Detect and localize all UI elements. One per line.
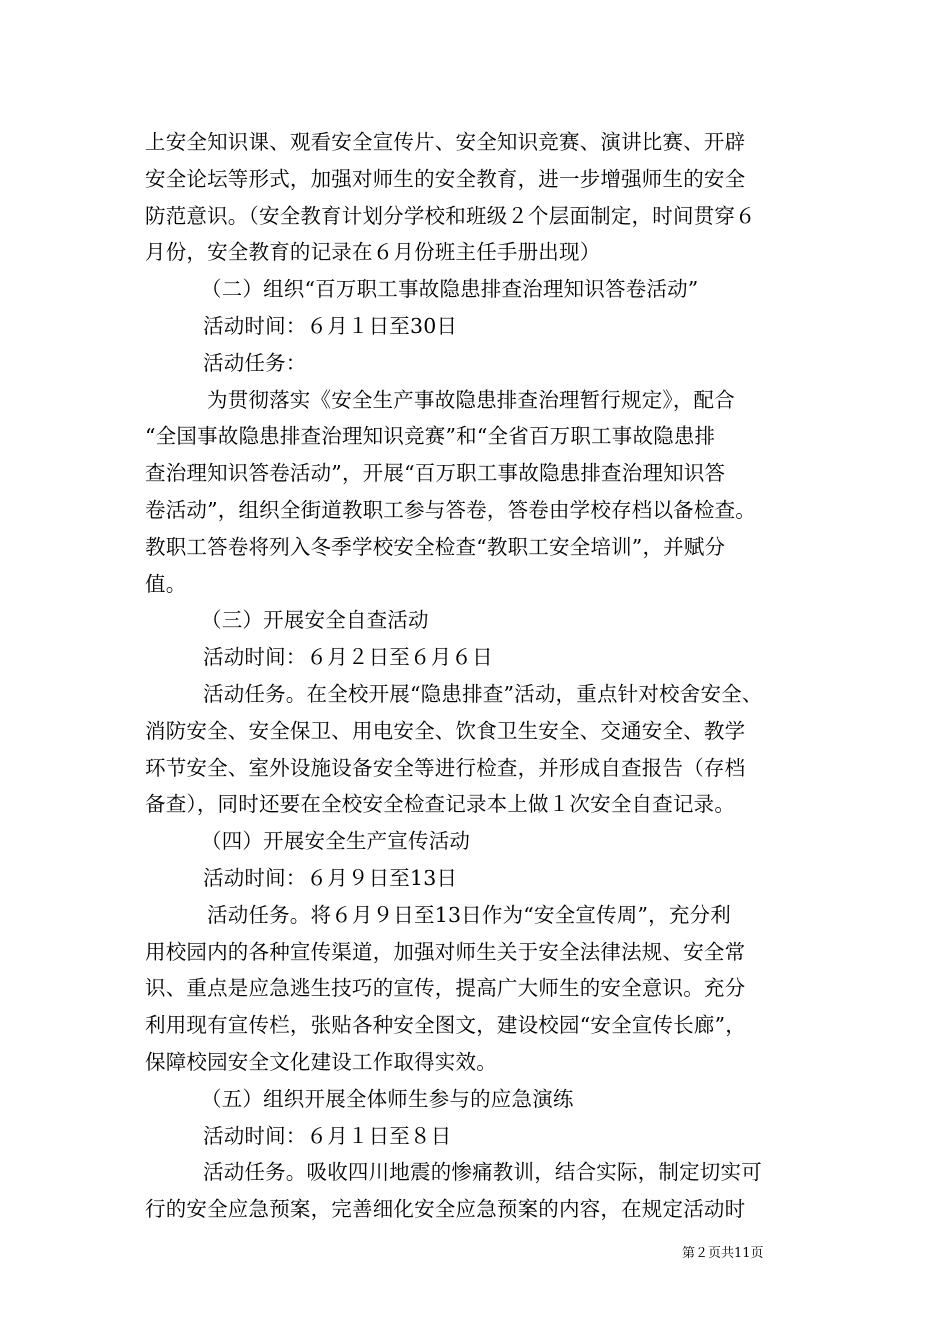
paragraph-line: “全国事故隐患排查治理知识竞赛”和“全省百万职工事故隐患排 — [145, 424, 716, 449]
page-number: 第２页共11页 — [682, 1246, 764, 1261]
paragraph-line: 防范意识。（安全教育计划分学校和班级２个层面制定，时间贯穿６ — [145, 203, 756, 228]
activity-time: 活动时间：６月２日至６月６日 — [203, 645, 493, 670]
paragraph-line: 利用现有宣传栏，张贴各种安全图文，建设校园“安全宣传长廊”， — [145, 1013, 746, 1038]
paragraph-line: 环节安全、室外设施设备安全等进行检查，并形成自查报告（存档 — [145, 755, 746, 780]
paragraph-line: 月份，安全教育的记录在６月份班主任手册出现） — [145, 240, 601, 265]
section-heading-3: （三）开展安全自查活动 — [201, 608, 429, 633]
activity-time: 活动时间：６月１日至30日 — [203, 313, 458, 338]
section-heading-2: （二）组织“百万职工事故隐患排查治理知识答卷活动” — [201, 277, 699, 302]
paragraph-line: 安全论坛等形式，加强对师生的安全教育，进一步增强师生的安全 — [145, 166, 746, 191]
paragraph-line: 活动任务。将６月９日至13日作为“安全宣传周”，充分利 — [207, 902, 731, 927]
section-heading-5: （五）组织开展全体师生参与的应急演练 — [201, 1086, 574, 1111]
paragraph-line: 保障校园安全文化建设工作取得实效。 — [145, 1049, 497, 1074]
paragraph-line: 用校园内的各种宣传渠道，加强对师生关于安全法律法规、安全常 — [145, 939, 746, 964]
paragraph-line: 活动任务。在全校开展“隐患排查”活动，重点针对校舍安全、 — [203, 681, 763, 706]
activity-task-label: 活动任务： — [203, 350, 307, 375]
paragraph-line: 活动任务。吸收四川地震的惨痛教训，结合实际，制定切实可 — [203, 1160, 762, 1185]
paragraph-line: 教职工答卷将列入冬季学校安全检查“教职工安全培训”，并赋分 — [145, 534, 726, 559]
paragraph-line: 卷活动”，组织全街道教职工参与答卷，答卷由学校存档以备检查。 — [145, 497, 756, 522]
activity-time: 活动时间：６月１日至８日 — [203, 1123, 452, 1148]
body-text — [145, 124, 810, 1228]
paragraph-line: 识、重点是应急逃生技巧的宣传，提高广大师生的安全意识。充分 — [145, 976, 746, 1001]
activity-time: 活动时间：６月９日至13日 — [203, 865, 458, 890]
paragraph-line: 上安全知识课、观看安全宣传片、安全知识竞赛、演讲比赛、开辟 — [145, 130, 746, 154]
paragraph-line: 备查），同时还要在全校安全检查记录本上做１次安全自查记录。 — [145, 792, 736, 817]
paragraph-line: 行的安全应急预案，完善细化安全应急预案的内容，在规定活动时 — [145, 1197, 746, 1222]
paragraph-line: 消防安全、安全保卫、用电安全、饮食卫生安全、交通安全、教学 — [145, 718, 746, 743]
paragraph-line: 查治理知识答卷活动”，开展“百万职工事故隐患排查治理知识答 — [145, 461, 726, 486]
section-heading-4: （四）开展安全生产宣传活动 — [201, 829, 471, 854]
paragraph-line: 为贯彻落实《安全生产事故隐患排查治理暂行规定》，配合 — [207, 387, 735, 412]
paragraph-line: 值。 — [145, 571, 187, 596]
